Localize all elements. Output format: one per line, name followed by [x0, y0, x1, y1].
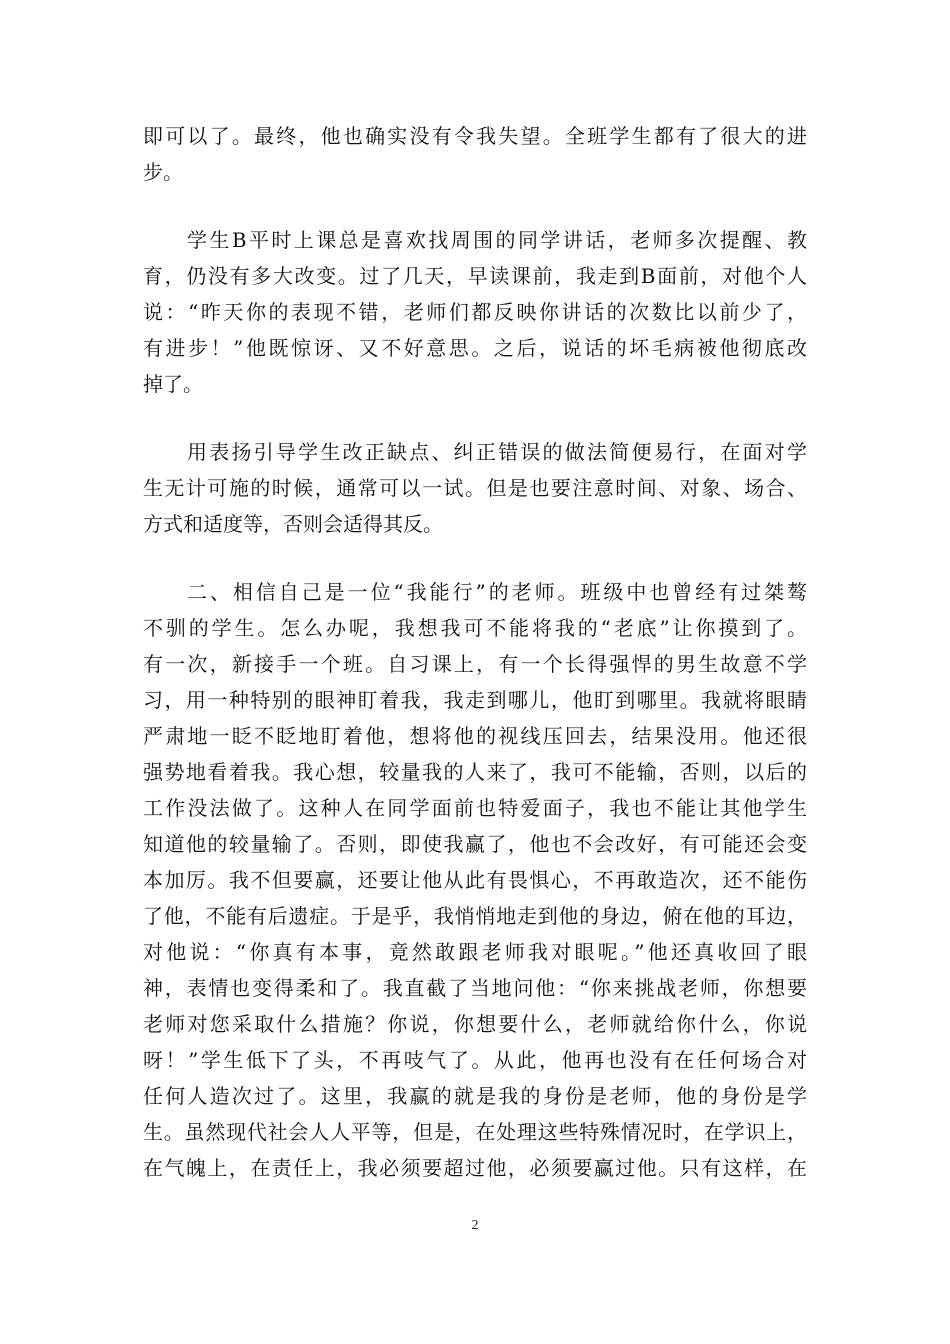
text-line: 严肃地一眨不眨地盯着他，想将他的视线压回去，结果没用。他还很: [143, 724, 807, 748]
text-line: 用表扬引导学生改正缺点、纠正错误的做法简便易行，在面对学: [187, 440, 807, 464]
text-line: 呀！”学生低下了头，不再吱气了。从此，他再也没有在任何场合对: [143, 1048, 807, 1072]
text-line: 了他，不能有后遗症。于是乎，我悄悄地走到他的身边，俯在他的耳边，: [143, 904, 807, 928]
text-line: 生。虽然现代社会人人平等，但是，在处理这些特殊情况时，在学识上，: [143, 1120, 807, 1144]
text-line: 育，仍没有多大改变。过了几天，早读课前，我走到B面前，对他个人: [143, 264, 807, 288]
paragraph-1: [143, 118, 807, 190]
text-line: 本加厉。我不但要赢，还要让他从此有畏惧心，不再敢造次，还不能伤: [143, 868, 807, 892]
text-line: 学生B平时上课总是喜欢找周围的同学讲话，老师多次提醒、教: [187, 228, 807, 252]
text-line: 步。: [143, 160, 183, 184]
text-line: 在气魄上，在责任上，我必须要超过他，必须要赢过他。只有这样，在: [143, 1156, 807, 1180]
text-line: 二、相信自己是一位“我能行”的老师。班级中也曾经有过桀骜: [187, 580, 807, 604]
text-line: 对他说：“你真有本事，竟然敢跟老师我对眼呢。”他还真收回了眼: [143, 940, 807, 964]
text-line: 习，用一种特别的眼神盯着我，我走到哪儿，他盯到哪里。我就将眼睛: [143, 688, 807, 712]
paragraph-4: [143, 574, 807, 1186]
text-line: 神，表情也变得柔和了。我直截了当地问他：“你来挑战老师，你想要: [143, 976, 807, 1000]
text-line: 任何人造次过了。这里，我赢的就是我的身份是老师，他的身份是学: [143, 1084, 807, 1108]
page-number: 2: [471, 1218, 479, 1233]
paragraph-3: [143, 434, 807, 542]
text-line: 强势地看着我。我心想，较量我的人来了，我可不能输，否则，以后的: [143, 760, 807, 784]
paragraph-2: [143, 222, 807, 402]
text-line: 有进步！”他既惊讶、又不好意思。之后，说话的坏毛病被他彻底改: [143, 336, 807, 360]
text-line: 即可以了。最终，他也确实没有令我失望。全班学生都有了很大的进: [143, 124, 807, 148]
text-line: 方式和适度等，否则会适得其反。: [143, 512, 443, 536]
text-line: 掉了。: [143, 372, 203, 396]
text-line: 老师对您采取什么措施？你说，你想要什么，老师就给你什么，你说: [143, 1012, 807, 1036]
text-line: 有一次，新接手一个班。自习课上，有一个长得强悍的男生故意不学: [143, 652, 807, 676]
text-line: 生无计可施的时候，通常可以一试。但是也要注意时间、对象、场合、: [143, 476, 807, 500]
document-body: [143, 118, 807, 1218]
text-line: 说：“昨天你的表现不错，老师们都反映你讲话的次数比以前少了，: [143, 300, 807, 324]
text-line: 不驯的学生。怎么办呢，我想我可不能将我的“老底”让你摸到了。: [143, 616, 807, 640]
text-line: 工作没法做了。这种人在同学面前也特爱面子，我也不能让其他学生: [143, 796, 807, 820]
text-line: 知道他的较量输了。否则，即使我赢了，他也不会改好，有可能还会变: [143, 832, 807, 856]
